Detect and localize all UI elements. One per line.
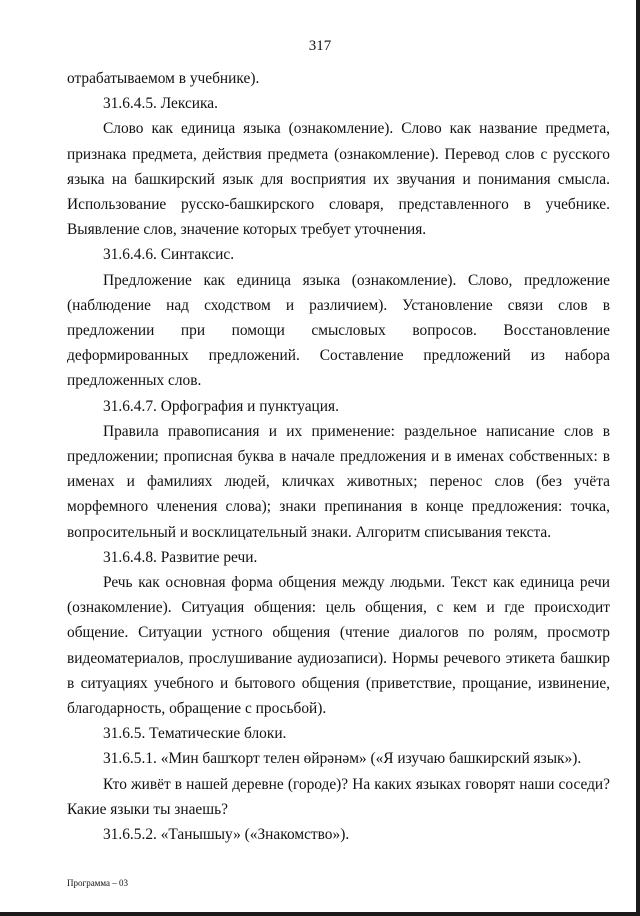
- section-heading-block-2: 31.6.5.2. «Танышыу» («Знакомство»).: [103, 826, 350, 844]
- paragraph-block-1: Кто живёт в нашей деревне (городе)? На каких языках говорят наши соседи? Какие языки ты знаешь?: [67, 775, 610, 818]
- section-heading-orthography: 31.6.4.7. Орфография и пунктуация.: [103, 397, 339, 415]
- section-heading-syntax: 31.6.4.6. Синтаксис.: [103, 246, 235, 264]
- paragraph-lexicon: Слово как единица языка (ознакомление). Слово как название предмета, признака предмета, действия предмета (ознакомление). Перевод слов с русского языка на башкирский язык для восприятия их звучания и понимания смысла. Использование русско-башкирского словаря, представленного в учебнике. Выявление слов, значение которых требует уточнения.: [67, 120, 610, 239]
- page-number: 317: [308, 38, 332, 54]
- paragraph-continuation: отрабатываемом в учебнике).: [67, 70, 260, 87]
- paragraph-orthography: Правила правописания и их применение: раздельное написание слов в предложении; прописная буква в начале предложения и в именах собственных: в именах и фамилиях людей, кличках животных; перенос слов (без учёта морфемного членения слова); знаки препинания в конце предложения: точка, вопросительный и восклицательный знаки. Алгоритм списывания текста.: [67, 422, 610, 541]
- document-body: [67, 66, 610, 847]
- section-heading-block-1: 31.6.5.1. «Мин башҡорт телен өйрәнәм» («Я изучаю башкирский язык»).: [103, 750, 582, 768]
- paragraph-syntax: Предложение как единица языка (ознакомление). Слово, предложение (наблюдение над сходством и различием). Установление связи слов в предложении при помощи смысловых вопросов. Восстановление деформированных предложений. Составление предложений из набора предложенных слов.: [67, 271, 610, 390]
- section-heading-speech: 31.6.4.8. Развитие речи.: [103, 548, 258, 566]
- paragraph-speech: Речь как основная форма общения между людьми. Текст как единица речи (ознакомление). Ситуация общения: цель общения, с кем и где происходит общение. Ситуации устного общения (чтение диалогов по ролям, просмотр видеоматериалов, прослушивание аудиозаписи). Нормы речевого этикета башкир в ситуациях учебного и бытового общения (приветствие, прощание, извинение, благодарность, обращение с просьбой).: [67, 574, 610, 718]
- section-heading-thematic-blocks: 31.6.5. Тематические блоки.: [103, 725, 287, 743]
- section-heading-lexicon: 31.6.4.5. Лексика.: [103, 95, 218, 113]
- footer-label: Программа – 03: [67, 878, 129, 888]
